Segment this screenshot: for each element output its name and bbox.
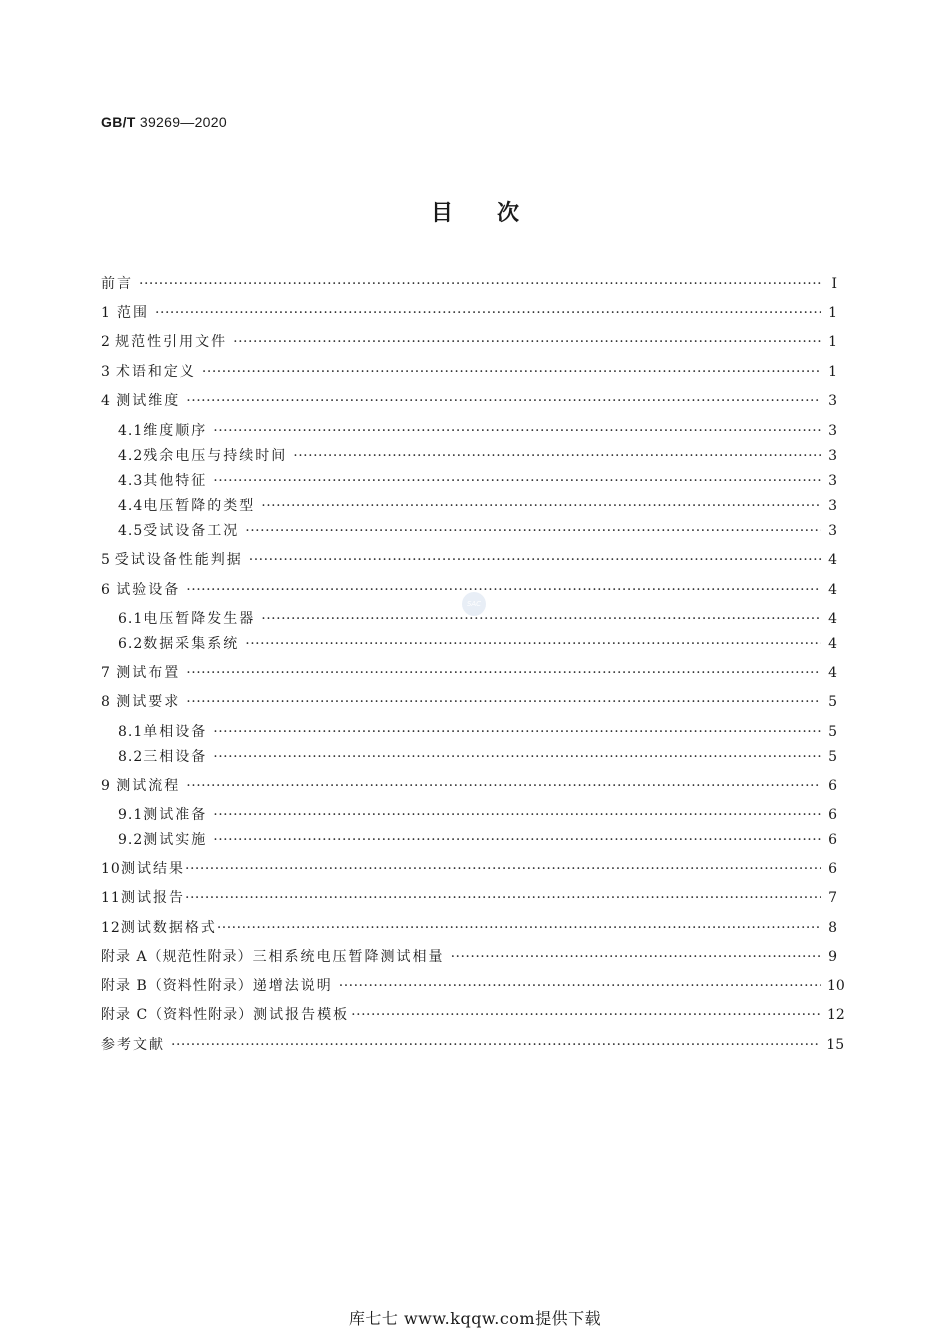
toc-label: 术语和定义 [115, 364, 196, 380]
toc-leader [213, 421, 821, 441]
toc-label: 测试准备 [143, 807, 208, 823]
toc-leader [213, 747, 821, 767]
toc-entry-4-5[interactable] [118, 521, 837, 541]
toc-leader [186, 391, 821, 411]
toc-leader [186, 692, 821, 712]
toc-number: 9 [101, 778, 111, 794]
toc-label: 测试布置 [116, 665, 181, 681]
toc-label: 三相系统电压暂降测试相量 [252, 949, 445, 965]
toc-leader [293, 446, 821, 466]
toc-leader [213, 830, 821, 850]
toc-label: 测试维度 [116, 393, 181, 409]
toc-entry-4[interactable] [101, 391, 837, 411]
toc-page: 9 [828, 949, 837, 965]
toc-label: 递增法说明 [252, 978, 333, 994]
toc-leader [249, 550, 821, 570]
toc-leader [186, 663, 821, 683]
toc-page: 3 [828, 523, 837, 539]
toc-entry-4-3[interactable] [118, 471, 837, 491]
toc-label: 受试设备性能判据 [114, 552, 243, 568]
toc-page: 3 [828, 498, 837, 514]
toc-number: 8.2 [118, 749, 144, 765]
toc-entry-8-1[interactable] [118, 722, 837, 742]
toc-label: 电压暂降发生器 [143, 611, 256, 627]
toc-number: 11 [101, 890, 121, 906]
toc-leader [186, 776, 821, 796]
toc-page: 5 [828, 724, 837, 740]
toc-leader [213, 471, 821, 491]
toc-entry-8[interactable] [101, 692, 837, 712]
toc-leader [245, 521, 821, 541]
toc-label: 受试设备工况 [143, 523, 240, 539]
toc-leader [213, 805, 821, 825]
toc-number: 附录 C（资料性附录） [101, 1007, 254, 1023]
toc-number: 附录 B（资料性附录） [101, 978, 253, 994]
toc-number: 9.1 [118, 807, 144, 823]
toc-number: 3 [101, 364, 111, 380]
toc-entry-appendix-c[interactable] [101, 1005, 845, 1025]
toc-label: 残余电压与持续时间 [143, 448, 288, 464]
toc-label: 电压暂降的类型 [143, 498, 256, 514]
toc-leader [185, 859, 821, 879]
toc-label: 规范性引用文件 [115, 334, 228, 350]
toc-leader [261, 496, 821, 516]
toc-label: 测试实施 [143, 832, 208, 848]
toc-entry-8-2[interactable] [118, 747, 837, 767]
toc-leader [245, 634, 821, 654]
toc-page: 6 [828, 807, 837, 823]
standard-number: 39269—2020 [139, 114, 227, 130]
toc-label: 前言 [101, 276, 133, 292]
toc-page: 1 [828, 305, 837, 321]
toc-leader [213, 722, 821, 742]
toc-entry-appendix-a[interactable] [101, 947, 837, 967]
toc-entry-12[interactable] [101, 918, 837, 938]
toc-number: 6 [101, 582, 111, 598]
download-footer: 库七七 www.kqqw.com提供下载 [348, 1309, 602, 1328]
toc-entry-1[interactable] [101, 303, 837, 323]
toc-number: 1 [101, 305, 111, 321]
toc-leader [217, 918, 821, 938]
toc-label: 三相设备 [143, 749, 208, 765]
toc-entry-3[interactable] [101, 362, 837, 382]
standard-code [101, 114, 227, 130]
toc-number: 4.2 [118, 448, 144, 464]
toc-leader [339, 976, 821, 996]
toc-page: 5 [828, 694, 837, 710]
toc-page: 4 [828, 611, 837, 627]
toc-entry-7[interactable] [101, 663, 837, 683]
toc-number: 4.3 [118, 473, 144, 489]
toc-page: 6 [828, 832, 837, 848]
toc-page: 1 [828, 334, 837, 350]
toc-page: 12 [827, 1007, 845, 1023]
toc-number: 6.1 [118, 611, 144, 627]
toc-leader [155, 303, 821, 323]
toc-leader [171, 1035, 820, 1055]
toc-label: 测试要求 [116, 694, 181, 710]
page-title: 目次 [430, 201, 563, 226]
toc-leader [202, 362, 821, 382]
toc-leader [185, 888, 821, 908]
toc-label: 单相设备 [143, 724, 208, 740]
toc-label: 试验设备 [116, 582, 181, 598]
toc-entry-9-1[interactable] [118, 805, 837, 825]
toc-number: 8.1 [118, 724, 144, 740]
toc-number: 5 [101, 552, 111, 568]
toc-label: 其他特征 [143, 473, 208, 489]
toc-page: 4 [828, 665, 837, 681]
toc-label: 维度顺序 [143, 423, 208, 439]
toc-entry-2[interactable] [101, 332, 837, 352]
toc-page: 15 [826, 1037, 845, 1053]
toc-entry-references[interactable] [101, 1035, 845, 1055]
toc-number: 12 [101, 920, 121, 936]
toc-number: 附录 A（规范性附录） [101, 949, 253, 965]
toc-number: 9.2 [118, 832, 144, 848]
toc-page: 4 [828, 636, 837, 652]
toc-label: 数据采集系统 [143, 636, 240, 652]
toc-number: 6.2 [118, 636, 144, 652]
sac-watermark: SAC [462, 592, 486, 616]
toc-leader [233, 332, 821, 352]
toc-page: 4 [828, 552, 837, 568]
toc-number: 4.5 [118, 523, 144, 539]
toc-label: 测试报告模板 [253, 1007, 350, 1023]
toc-number: 7 [101, 665, 111, 681]
toc-number: 10 [101, 861, 121, 877]
toc-label: 范围 [117, 305, 150, 321]
toc-entry-4-4[interactable] [118, 496, 837, 516]
toc-page: 6 [828, 778, 837, 794]
toc-entry-10[interactable] [101, 859, 837, 879]
standard-prefix: GB/T [101, 114, 136, 130]
toc-leader [451, 947, 821, 967]
toc-leader [186, 580, 821, 600]
toc-entry-appendix-b[interactable] [101, 976, 845, 996]
toc-number: 4.4 [118, 498, 144, 514]
toc-label: 测试流程 [116, 778, 181, 794]
toc-page: 8 [828, 920, 837, 936]
toc-entry-11[interactable] [101, 888, 837, 908]
toc-number: 4.1 [118, 423, 144, 439]
toc-leader [139, 274, 821, 294]
toc-entry-4-2[interactable] [118, 446, 837, 466]
toc-page: 7 [828, 890, 837, 906]
toc-number: 4 [101, 393, 111, 409]
toc-entry-9[interactable] [101, 776, 837, 796]
toc-label: 测试数据格式 [120, 920, 217, 936]
toc-page: 3 [828, 473, 837, 489]
toc-page: 10 [827, 978, 845, 994]
toc-entry-foreword[interactable] [101, 274, 837, 294]
toc-page: 3 [828, 393, 837, 409]
toc-page: Ⅰ [831, 276, 837, 292]
toc-leader [261, 609, 821, 629]
toc-page: 5 [828, 749, 837, 765]
toc-label: 参考文献 [101, 1037, 165, 1053]
toc-page: 1 [828, 364, 837, 380]
toc-label: 测试结果 [121, 861, 186, 877]
toc-page: 4 [828, 582, 837, 598]
toc-entry-4-1[interactable] [118, 421, 837, 441]
toc-number: 2 [101, 334, 111, 350]
toc-label: 测试报告 [121, 890, 186, 906]
toc-leader [351, 1005, 821, 1025]
toc-number: 8 [101, 694, 111, 710]
toc-entry-9-2[interactable] [118, 830, 837, 850]
toc-page: 3 [828, 448, 837, 464]
toc-page: 3 [828, 423, 837, 439]
toc-page: 6 [828, 861, 837, 877]
toc-entry-6-2[interactable] [118, 634, 837, 654]
toc-entry-5[interactable] [101, 550, 837, 570]
